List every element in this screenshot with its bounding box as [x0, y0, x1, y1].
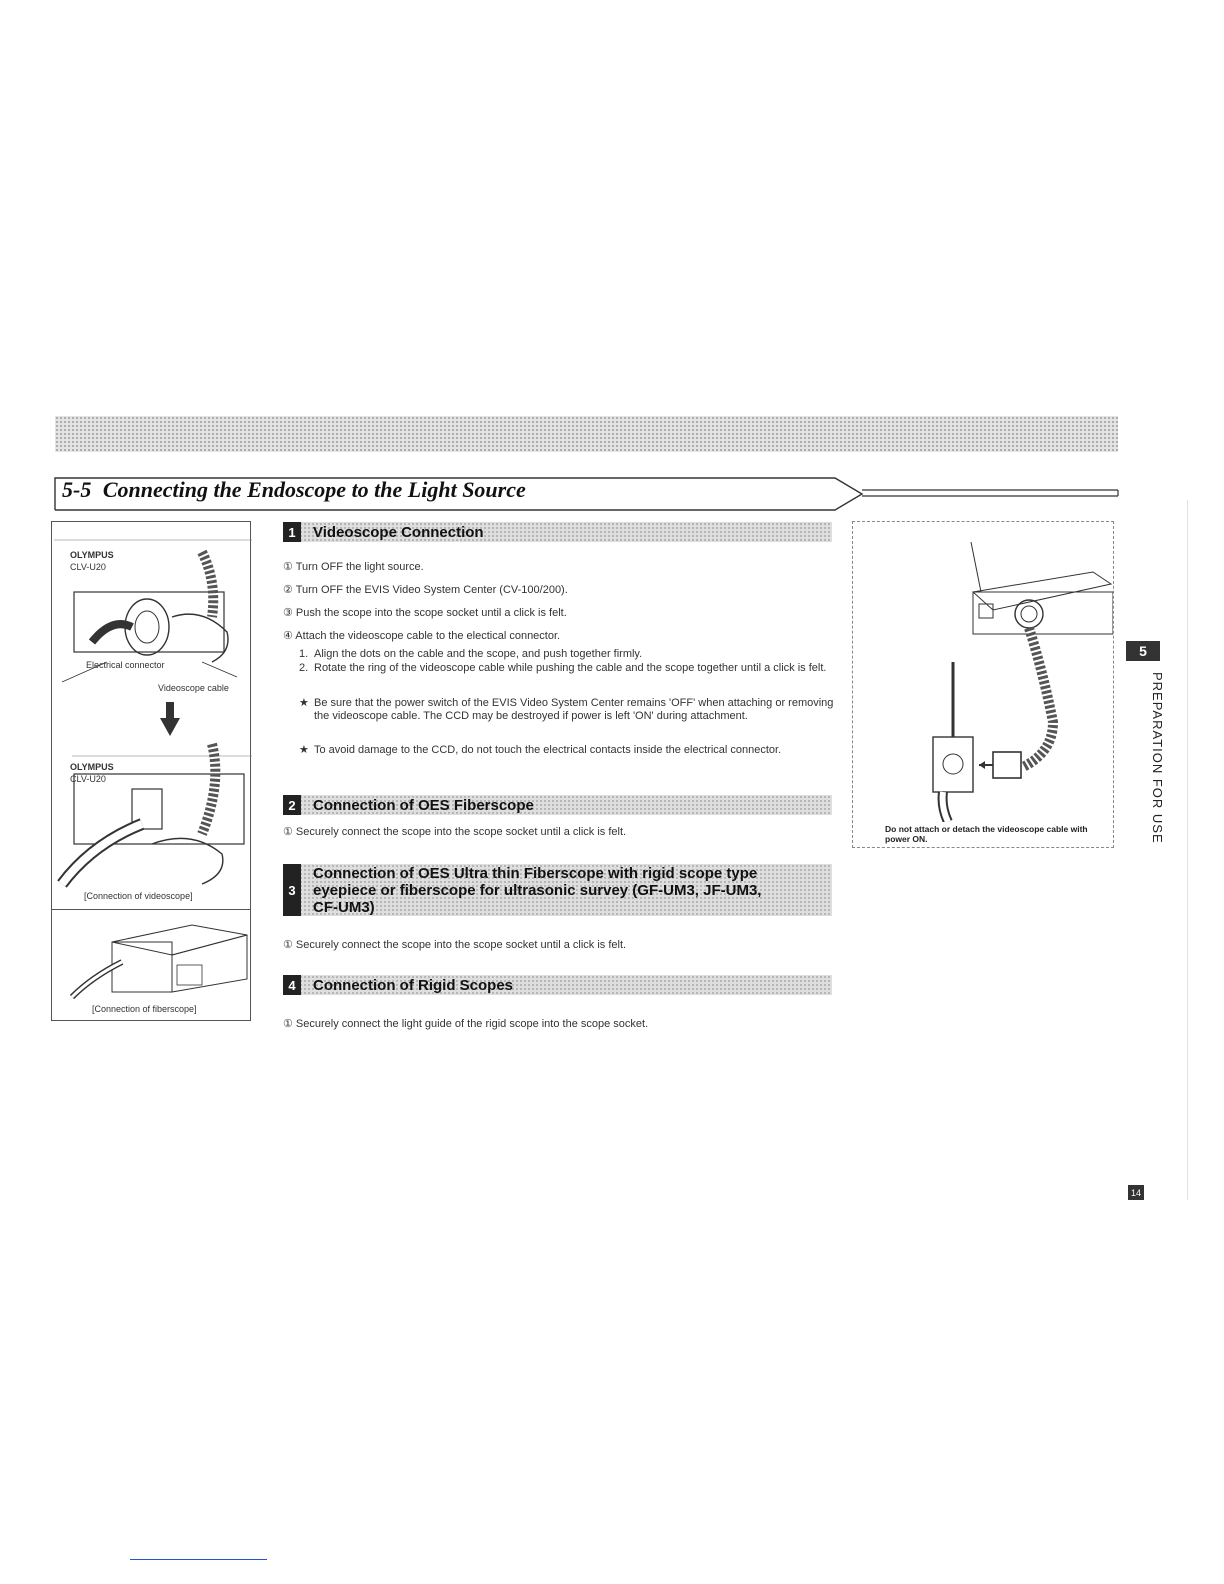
- fiberscope-illustration: [52, 917, 252, 1002]
- section-1-note-2: [299, 744, 844, 770]
- note-text: Be sure that the power switch of the EVIS Video System Center remains 'OFF' when attaching or removing the videoscope cable. The CCD may be destroyed if power is left 'ON' during attachment.: [314, 697, 834, 722]
- substep-text: Rotate the ring of the videoscope cable while pushing the cable and the scope together until a click is felt.: [314, 662, 827, 674]
- videoscope-cable-illustration: [853, 522, 1113, 822]
- section-2-header: [283, 795, 832, 815]
- model-label: CLV-U20: [70, 562, 106, 572]
- section-1-number: 1: [283, 522, 301, 542]
- videoscope-illustration: [52, 734, 252, 899]
- section-3-header: [283, 864, 832, 916]
- section-number: 5-5: [62, 477, 92, 502]
- model-label-2: CLV-U20: [70, 774, 106, 784]
- star-icon: ★: [299, 744, 309, 756]
- warning-caption: Do not attach or detach the videoscope cable with power ON.: [885, 824, 1088, 844]
- section-4-number: 4: [283, 975, 301, 995]
- section-1-note-1: [299, 697, 844, 735]
- page-number: 14: [1128, 1185, 1144, 1200]
- header-band: [55, 416, 1118, 452]
- brand-label: OLYMPUS: [70, 550, 114, 560]
- right-illustration: [852, 521, 1114, 848]
- section-4-step-1: ① Securely connect the light guide of the rigid scope into the scope socket.: [283, 1018, 649, 1030]
- fiberscope-caption: [Connection of fiberscope]: [92, 1004, 197, 1014]
- videoscope-caption: [Connection of videoscope]: [84, 891, 193, 901]
- electrical-connector-label: Electrical connector: [86, 660, 165, 670]
- left-illustrations: [51, 521, 251, 1021]
- section-4-header: [283, 975, 832, 995]
- substep-marker: 2.: [299, 662, 309, 674]
- section-1-step-4: ④ Attach the videoscope cable to the electical connector.: [283, 630, 561, 642]
- section-3-title-line-2: eyepiece or fiberscope for ultrasonic survey (GF-UM3, JF-UM3,: [313, 882, 762, 899]
- section-3-number: 3: [283, 864, 301, 916]
- footer-link-line: [130, 1559, 267, 1560]
- star-icon: ★: [299, 697, 309, 709]
- arrow-down-icon: [160, 702, 180, 736]
- brand-label-2: OLYMPUS: [70, 762, 114, 772]
- section-1-substep-1: [299, 648, 844, 661]
- section-3-title-line-1: Connection of OES Ultra thin Fiberscope with rigid scope type: [313, 865, 758, 882]
- figure-divider: [52, 909, 250, 910]
- section-1-step-1: ① Turn OFF the light source.: [283, 561, 424, 573]
- chapter-tab-label: PREPARATION FOR USE: [1150, 672, 1165, 844]
- section-1-header: [283, 522, 832, 542]
- section-2-step-1: ① Securely connect the scope into the scope socket until a click is felt.: [283, 826, 627, 838]
- section-4-title: Connection of Rigid Scopes: [313, 977, 514, 994]
- section-1-title: Videoscope Connection: [313, 524, 484, 541]
- section-3-title-line-3: CF-UM3): [313, 899, 375, 916]
- substep-text: Align the dots on the cable and the scope, and push together firmly.: [314, 648, 643, 660]
- section-2-title: Connection of OES Fiberscope: [313, 797, 534, 814]
- section-title: Connecting the Endoscope to the Light Source: [102, 477, 526, 502]
- page-title: [62, 477, 526, 503]
- section-1-step-3: ③ Push the scope into the scope socket until a click is felt.: [283, 607, 567, 619]
- videoscope-cable-label: Videoscope cable: [158, 683, 229, 693]
- section-3-step-1: ① Securely connect the scope into the scope socket until a click is felt.: [283, 939, 627, 951]
- section-1-step-2: ② Turn OFF the EVIS Video System Center (CV-100/200).: [283, 584, 568, 596]
- chapter-tab-number[interactable]: 5: [1126, 641, 1160, 661]
- section-2-number: 2: [283, 795, 301, 815]
- note-text: To avoid damage to the CCD, do not touch the electrical contacts inside the electrical connector.: [314, 744, 782, 756]
- page-edge-line: [1187, 500, 1188, 1200]
- substep-marker: 1.: [299, 648, 309, 660]
- section-1-substep-2: [299, 662, 844, 688]
